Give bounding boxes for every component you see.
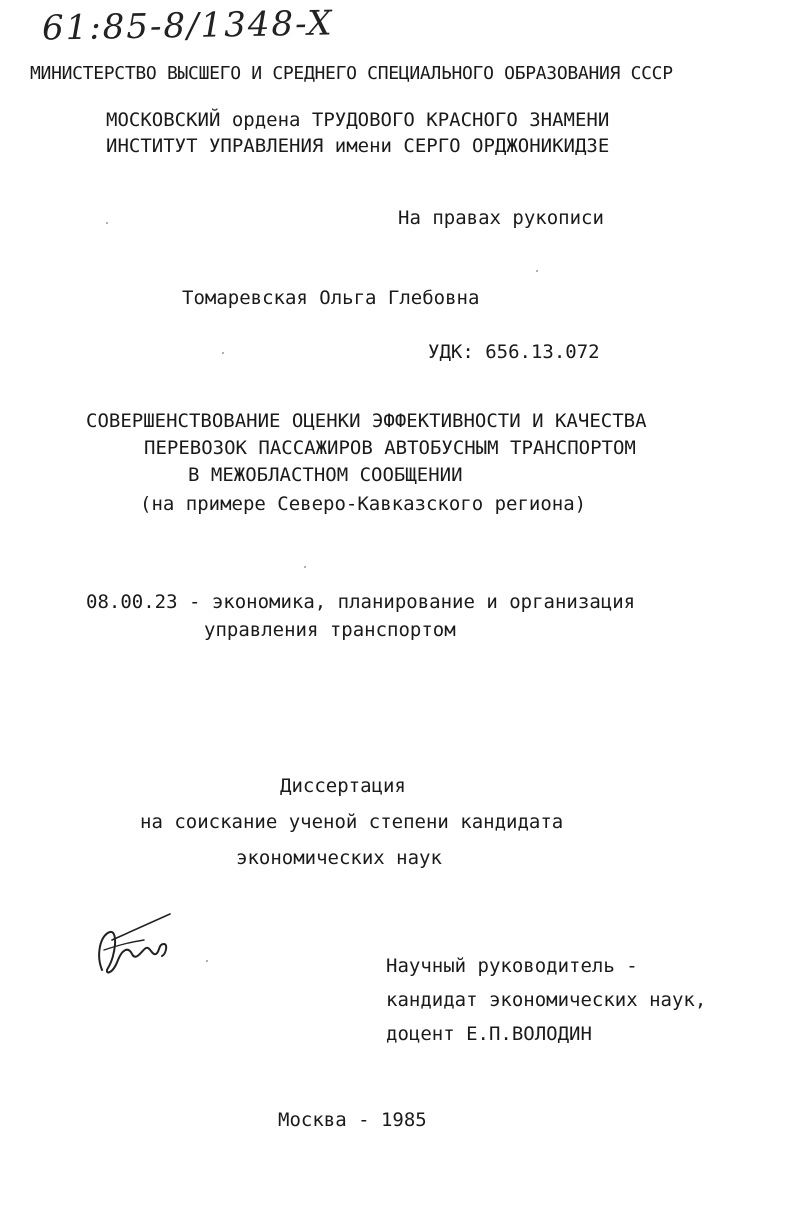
thesis-subtitle: (на примере Северо-Кавказского региона) [140,493,587,515]
udk-code: УДК: 656.13.072 [428,341,600,363]
specialty-code-line-1: 08.00.23 - экономика, планирование и организация [86,591,636,613]
author-signature [92,910,182,982]
ministry-heading: МИНИСТЕРСТВО ВЫСШЕГО И СРЕДНЕГО СПЕЦИАЛЬНОГО ОБРАЗОВАНИЯ СССР [30,63,673,84]
thesis-title-line-3: В МЕЖОБЛАСТНОМ СООБЩЕНИИ [188,464,463,486]
thesis-title-line-2: ПЕРЕВОЗОК ПАССАЖИРОВ АВТОБУСНЫМ ТРАНСПОРТОМ [144,437,636,459]
scan-speck [106,222,108,224]
manuscript-rights-note: На правах рукописи [398,207,604,229]
degree-line-2: на соискание ученой степени кандидата [140,811,564,833]
author-name: Томаревская Ольга Глебовна [182,287,480,309]
degree-line-3: экономических наук [236,847,442,869]
thesis-title-line-1: СОВЕРШЕНСТВОВАНИЕ ОЦЕНКИ ЭФФЕКТИВНОСТИ И КАЧЕСТВА [86,410,647,432]
scan-speck [536,270,538,272]
supervisor-line-2: кандидат экономических наук, [386,989,707,1011]
handwritten-archive-code: 61:85-8/1348-X [41,3,334,49]
institute-line-2: ИНСТИТУТ УПРАВЛЕНИЯ имени СЕРГО ОРДЖОНИКИДЗЕ [106,135,610,157]
scan-speck [206,960,208,962]
specialty-code-line-2: управления транспортом [204,619,456,641]
supervisor-line-1: Научный руководитель - [386,955,638,977]
city-year: Москва - 1985 [278,1109,427,1131]
scan-speck [222,352,224,354]
scan-speck [304,566,306,568]
institute-line-1: МОСКОВСКИЙ ордена ТРУДОВОГО КРАСНОГО ЗНАМЕНИ [106,109,610,131]
supervisor-line-3: доцент Е.П.ВОЛОДИН [386,1023,592,1045]
degree-line-1: Диссертация [280,775,406,797]
